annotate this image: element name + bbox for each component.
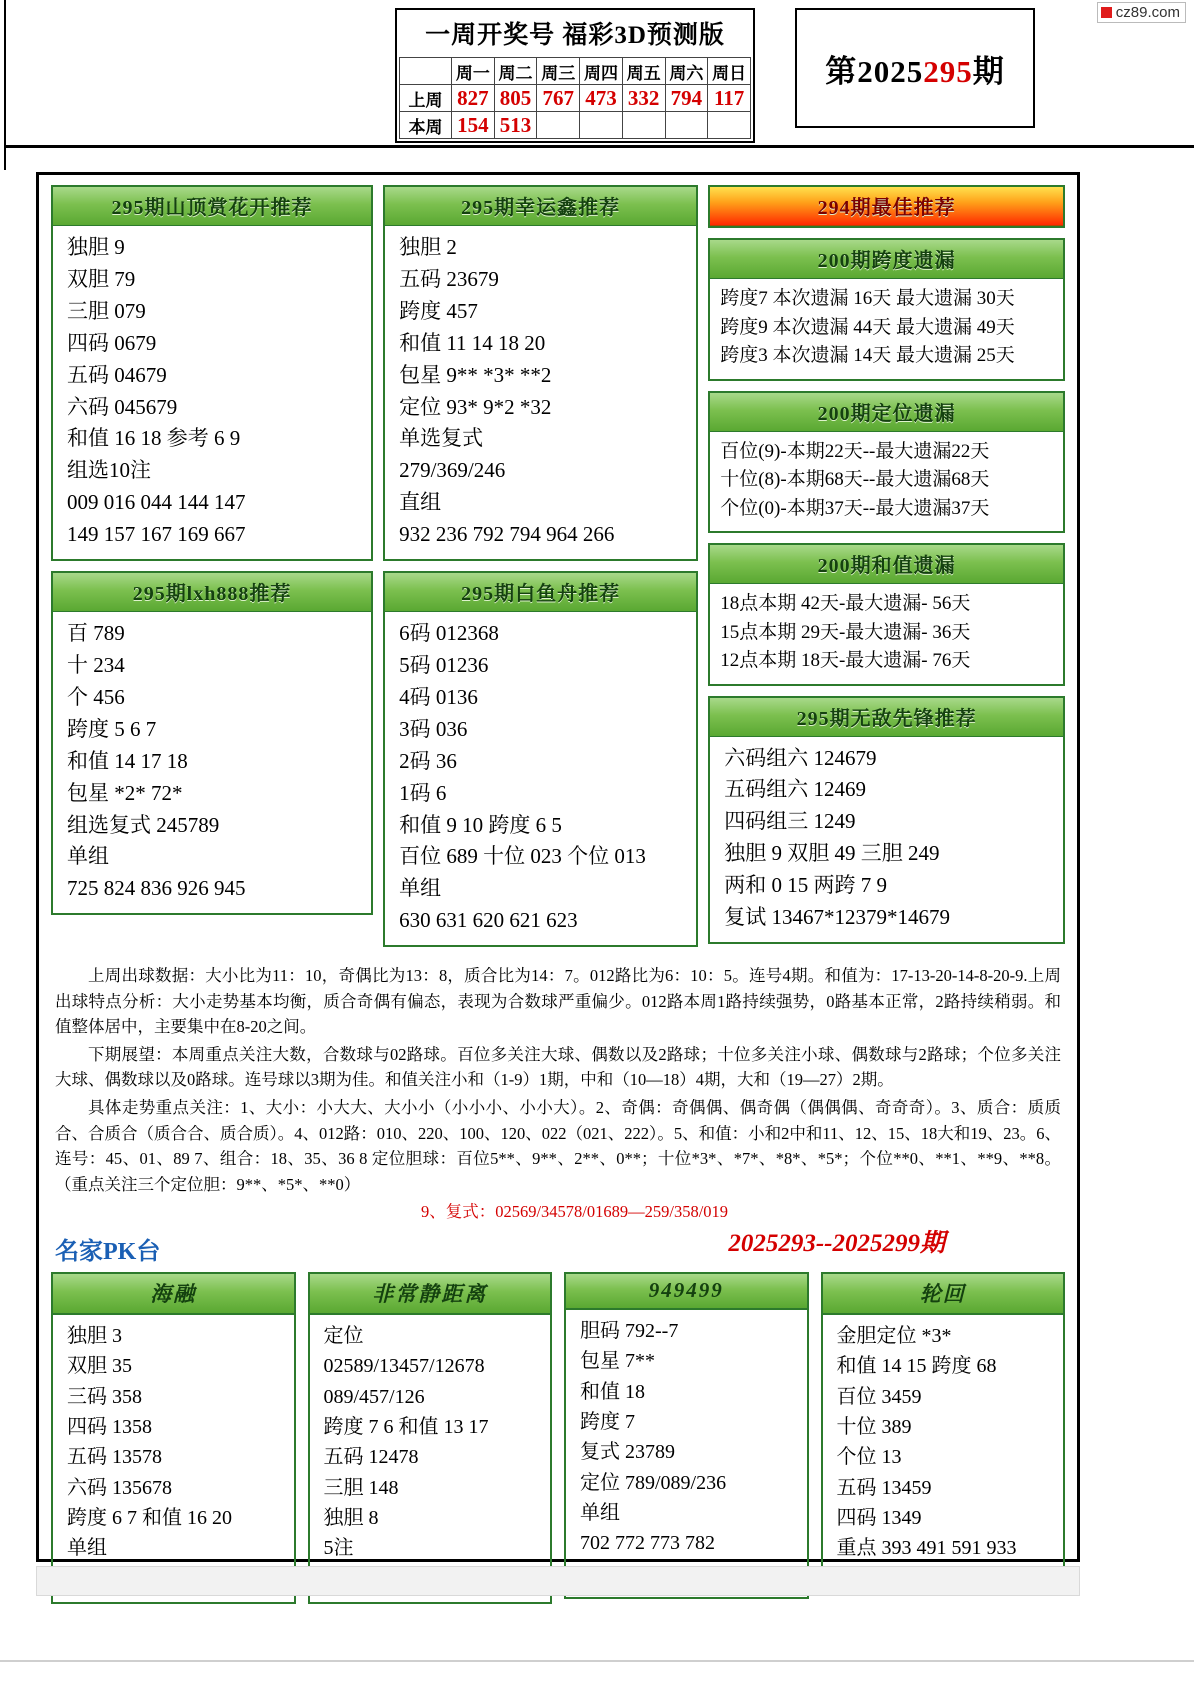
col-thu: 周四 [580,58,623,85]
list-item: 跨度9 本次遗漏 44天 最大遗漏 49天 [720,316,1015,338]
pk-title: 名家PK台 [55,1238,161,1265]
list-item: 百位(9)-本期22天--最大遗漏22天 [720,440,990,462]
panel-baiyuzhou-title: 295期白鱼舟推荐 [385,573,696,612]
panel-shanding-body [53,226,371,559]
list-item: 六码组六 124679 [724,745,877,770]
list-item: 独胆 9 [67,235,125,259]
list-item: 和值 14 17 18 [67,748,188,773]
list-item: 跨度 5 6 7 [67,716,157,741]
list-item: 12点本期 18天-最大遗漏- 76天 [720,650,971,671]
analysis-paragraph-9 [55,1199,1061,1225]
list-item: 四码组三 1249 [724,809,856,834]
panel-shanding-title: 295期山顶赏花开推荐 [53,187,371,226]
panel-wudi [708,696,1065,944]
panel-shanding [51,185,373,561]
pk-column-949499 [564,1272,809,1605]
panel-kuadu-loss-body [710,279,1063,379]
panel-hezhi-loss-title: 200期和值遗漏 [710,545,1063,584]
list-item: 复式 23789 [580,1441,675,1464]
list-item: 5码 01236 [399,652,489,677]
issue-prefix: 第2025 [825,53,924,89]
weekly-draw-title: 一周开奖号 福彩3D预测版 [425,22,725,49]
panel-best-title: 294期最佳推荐 [710,187,1063,226]
list-item: 和值 18 [580,1380,645,1403]
list-item: 组选复式 245789 [67,812,220,837]
pk-column-hairong-body [51,1315,296,1605]
list-item: 胆码 792--7 [580,1319,679,1342]
pk-column-949499-body [564,1310,809,1600]
list-item: 单组 [67,844,109,869]
analysis-paragraph-1: 上周出球数据：大小比为11：10，奇偶比为13：8，质合比为14：7。012路比为6：10：5。连号4期。和值为：17-13-20-14-8-20-9.上周出球特点分析：大小走势基本均衡，质合奇偶有偏态，表现为合数球严重偏少。012路本周1路持续强势，0路基本正常，2路持续稍弱。和值整体居中，主要集中在8-20之间。 [55,966,1061,1037]
col-fri: 周五 [622,58,665,85]
pk-column-feichangjingjuli-title: 非常静距离 [308,1272,553,1315]
analysis-text [51,963,1065,1225]
lastweek-tue: 805 [494,85,537,112]
issue-number-box [795,8,1035,128]
main-content-frame [36,172,1080,1562]
list-item: 四码 1358 [67,1415,152,1438]
pk-column-hairong-title: 海融 [51,1272,296,1315]
table-row [400,112,751,139]
thisweek-thu [580,112,623,139]
col-sun: 周日 [708,58,751,85]
thisweek-sun [708,112,751,139]
panel-wudi-title: 295期无敌先锋推荐 [710,698,1063,737]
panel-kuadu-loss-title: 200期跨度遗漏 [710,240,1063,279]
issue-number: 295 [923,53,973,89]
pk-issue-range: 2025293--2025299期 [728,1229,945,1257]
analysis-paragraph-3: 具体走势重点关注：1、大小：小大大、大小小（小小小、小小大）。2、奇偶：奇偶偶、偶奇偶（偶偶偶、奇奇奇）。3、质合：质质合、合质合（质合合、质合质）。4、012路：010、220、100、120、022（021、222）。5、和值：小和2中和11、12、15、18大和19、23。6、连号：45、01、89 7、组合：18、35、36 8 定位胆球：百位5**、9**、2**、0**；十位*3*、*7*、*8*、*5*；个位**0、**1、**9、**8。（重点关注三个定位胆：9**、*5*、**0） [55,1097,1061,1194]
list-item: 包星 9** *3* **2 [399,362,552,387]
list-item: 跨度 7 6 和值 13 17 [323,1415,489,1438]
panel-hezhi-loss-body [710,584,1063,684]
col-wed: 周三 [537,58,580,85]
col-tue: 周二 [494,58,537,85]
list-item: 五码 13578 [67,1446,162,1469]
list-item: 组选10注 [67,458,151,483]
list-item: 重点 393 491 591 933 [836,1537,1017,1560]
left-margin-strip [0,0,6,170]
list-item: 和值 11 14 18 20 [399,330,546,355]
list-item: 5注 [323,1537,354,1560]
list-item: 和值 14 15 跨度 68 [836,1355,997,1378]
pk-column-lunhui-title: 轮回 [821,1272,1066,1315]
panel-wudi-body [710,737,1063,942]
list-item: 932 236 792 794 964 266 [399,522,615,547]
list-item: 2码 36 [399,748,457,773]
list-item: 定位 [323,1324,364,1347]
corner-cell [400,58,452,85]
list-item: 三胆 148 [323,1476,399,1499]
col-mon: 周一 [452,58,495,85]
lastweek-thu: 473 [580,85,623,112]
panel-baiyuzhou [383,571,698,947]
list-item: 双胆 79 [67,266,136,291]
list-item: 089/457/126 [323,1385,425,1408]
thisweek-mon: 154 [452,112,495,139]
list-item: 跨度3 本次遗漏 14天 最大遗漏 25天 [720,345,1015,366]
column-left [51,185,373,925]
list-item: 630 631 620 621 623 [399,908,578,933]
site-logo [1097,2,1186,23]
thisweek-sat [665,112,708,139]
pk-section [51,1227,1065,1605]
list-item: 五码 23679 [399,266,499,291]
list-item: 十位 389 [836,1415,912,1438]
list-item: 双胆 35 [67,1355,132,1378]
table-row [400,85,751,112]
pk-columns [51,1272,1065,1605]
list-item: 百位 689 十位 023 个位 013 [399,844,646,869]
list-item: 和值 9 10 跨度 6 5 [399,812,562,837]
analysis-fushi-value: 02569/34578/01689—259/358/019 [495,1202,729,1222]
list-item: 百 789 [67,621,125,646]
list-item: 四码 1349 [836,1507,922,1530]
list-item: 定位 93* 9*2 *32 [399,394,552,419]
panel-dingwei-loss [708,391,1065,534]
weekly-draw-box [395,8,755,143]
thisweek-fri [622,112,665,139]
page-header [0,0,1194,148]
list-item: 直组 [399,490,442,515]
list-item: 单组 [67,1537,107,1560]
list-item: 149 157 167 169 667 [67,522,246,547]
lastweek-sat: 794 [665,85,708,112]
panel-dingwei-loss-body [710,432,1063,532]
list-item: 6码 012368 [399,621,499,646]
list-item: 702 772 773 782 [580,1532,715,1555]
list-item: 五码组六 12469 [724,777,866,802]
list-item: 单组 [580,1502,620,1525]
logo-text: cz89.com [1115,4,1180,21]
list-item: 单组 [399,876,442,901]
panel-baiyuzhou-body [385,612,696,945]
list-item: 包星 7** [580,1350,655,1373]
list-item: 六码 135678 [67,1476,172,1499]
panel-best [708,185,1065,228]
panel-kuadu-loss [708,238,1065,381]
list-item: 包星 *2* 72* [67,780,183,805]
list-item: 279/369/246 [399,458,506,483]
list-item: 六码 045679 [67,394,178,419]
list-item: 725 824 836 926 945 [67,876,246,901]
issue-suffix: 期 [972,53,1005,89]
list-item: 三胆 079 [67,298,146,323]
list-item: 02589/13457/12678 [323,1355,485,1378]
list-item: 四码 0679 [67,330,157,355]
list-item: 跨度 6 7 和值 16 20 [67,1507,232,1530]
thisweek-tue: 513 [494,112,537,139]
pk-column-feichangjingjuli-body [308,1315,553,1605]
pk-column-hairong [51,1272,296,1605]
list-item: 十位(8)-本期68天--最大遗漏68天 [720,469,990,490]
pk-column-lunhui-body [821,1315,1066,1574]
list-item: 十 234 [67,652,125,677]
panel-lxh888-body [53,612,371,913]
list-item: 跨度7 本次遗漏 16天 最大遗漏 30天 [720,288,1015,309]
list-item: 3码 036 [399,716,468,741]
panel-hezhi-loss [708,543,1065,686]
pk-column-lunhui [821,1272,1066,1605]
list-item: 定位 789/089/236 [580,1471,727,1494]
panel-xingyunxin-title: 295期幸运鑫推荐 [385,187,696,226]
issue-number-text [825,46,1005,91]
list-item: 独胆 2 [399,235,457,259]
list-item: 五码 04679 [67,362,167,387]
thisweek-wed [537,112,580,139]
list-item: 单选复式 [399,426,484,451]
list-item: 五码 13459 [836,1476,932,1499]
list-item: 独胆 3 [67,1324,122,1347]
list-item: 4码 0136 [399,684,478,709]
list-item: 个 456 [67,684,125,709]
list-item: 跨度 457 [399,298,478,323]
panel-xingyunxin-body [385,226,696,559]
list-item: 百位 3459 [836,1385,922,1408]
lastweek-fri: 332 [622,85,665,112]
logo-square-icon [1101,7,1112,18]
panel-lxh888-title: 295期lxh888推荐 [53,573,371,612]
list-item: 独胆 8 [323,1507,379,1530]
list-item: 和值 16 18 参考 6 9 [67,426,241,451]
column-right [708,185,1065,954]
col-sat: 周六 [665,58,708,85]
list-item: 跨度 7 [580,1410,635,1433]
list-item: 1码 6 [399,780,447,805]
table-header-row [400,58,751,85]
list-item: 15点本期 29天-最大遗漏- 36天 [720,621,971,643]
list-item: 金胆定位 *3* [836,1324,952,1347]
list-item: 18点本期 42天-最大遗漏- 56天 [720,593,971,614]
list-item: 复试 13467*12379*14679 [724,905,950,930]
lastweek-sun: 117 [708,85,751,112]
top-three-columns [51,185,1065,957]
row-label-lastweek: 上周 [400,85,452,112]
list-item: 个位 13 [836,1446,902,1469]
list-item: 五码 12478 [323,1446,419,1469]
footer-divider [0,1660,1194,1662]
panel-lxh888 [51,571,373,915]
weekly-draw-table [399,57,751,139]
analysis-fushi-label: 9、复式： [420,1202,496,1222]
list-item: 独胆 9 双胆 49 三胆 249 [724,841,940,866]
panel-dingwei-loss-title: 200期定位遗漏 [710,393,1063,432]
lastweek-mon: 827 [452,85,495,112]
pk-column-feichangjingjuli [308,1272,553,1605]
list-item: 009 016 044 144 147 [67,490,246,515]
bottom-strip [36,1566,1080,1596]
list-item: 两和 0 15 两跨 7 9 [724,873,887,898]
list-item: 个位(0)-本期37天--最大遗漏37天 [720,497,990,519]
list-item: 三码 358 [67,1385,142,1408]
panel-xingyunxin [383,185,698,561]
lastweek-wed: 767 [537,85,580,112]
pk-column-949499-title: 949499 [564,1272,809,1310]
row-label-thisweek: 本周 [400,112,452,139]
analysis-paragraph-2: 下期展望：本周重点关注大数，合数球与02路球。百位多关注大球、偶数以及2路球；十位多关注小球、偶数球与2路球；个位多关注大球、偶数球以及0路球。连号球以3期为佳。和值关注小和（1-9）1期，中和（10—18）4期，大和（19—27）2期。 [55,1044,1061,1090]
column-middle [383,185,698,957]
